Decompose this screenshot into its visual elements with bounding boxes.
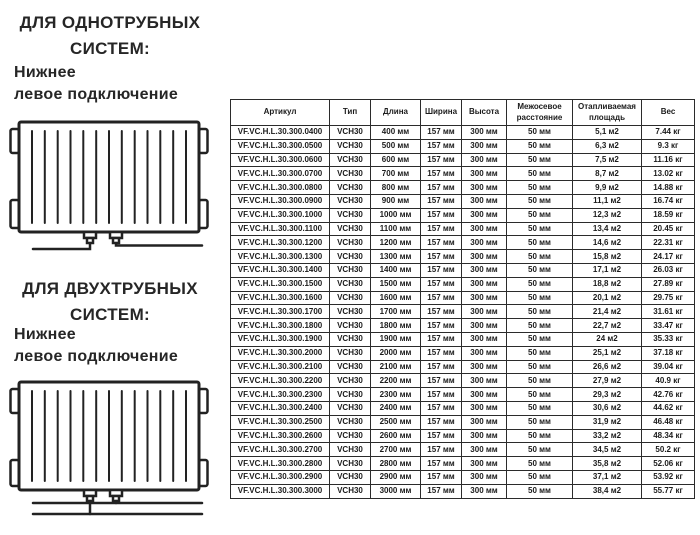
table-cell: 300 мм (462, 470, 507, 484)
table-cell: 157 мм (421, 346, 462, 360)
table-cell: 50 мм (507, 291, 573, 305)
table-cell: 1900 мм (371, 332, 421, 346)
column-header: Высота (462, 100, 507, 126)
table-cell: 33,2 м2 (573, 429, 642, 443)
table-cell: 157 мм (421, 374, 462, 388)
table-cell: VF.VC.H.L.30.300.0800 (231, 181, 330, 195)
table-cell: 50 мм (507, 415, 573, 429)
table-cell: VF.VC.H.L.30.300.1800 (231, 319, 330, 333)
table-cell: 50 мм (507, 374, 573, 388)
table-cell: 157 мм (421, 484, 462, 498)
table-cell: VCH30 (330, 263, 371, 277)
table-cell: 300 мм (462, 236, 507, 250)
table-cell: 22.31 кг (642, 236, 695, 250)
table-cell: VCH30 (330, 388, 371, 402)
table-cell: 500 мм (371, 139, 421, 153)
table-cell: 37.18 кг (642, 346, 695, 360)
table-cell: 50 мм (507, 277, 573, 291)
table-cell: 13,4 м2 (573, 222, 642, 236)
table-row (231, 443, 695, 457)
table-cell: 300 мм (462, 457, 507, 471)
table-cell: 50 мм (507, 208, 573, 222)
table-cell: VCH30 (330, 484, 371, 498)
table-cell: 50.2 кг (642, 443, 695, 457)
table-cell: 300 мм (462, 153, 507, 167)
table-row (231, 401, 695, 415)
table-row (231, 277, 695, 291)
table-cell: 1200 мм (371, 236, 421, 250)
table-cell: 300 мм (462, 332, 507, 346)
table-cell: 15,8 м2 (573, 250, 642, 264)
table-cell: VCH30 (330, 470, 371, 484)
table-cell: 27.89 кг (642, 277, 695, 291)
table-row (231, 429, 695, 443)
table-cell: 35,8 м2 (573, 457, 642, 471)
table-cell: 7,5 м2 (573, 153, 642, 167)
subtitle-line: Нижнее (14, 326, 76, 343)
table-cell: 2100 мм (371, 360, 421, 374)
table-cell: 50 мм (507, 305, 573, 319)
table-cell: VF.VC.H.L.30.300.2200 (231, 374, 330, 388)
table-cell: VF.VC.H.L.30.300.1600 (231, 291, 330, 305)
table-cell: 300 мм (462, 484, 507, 498)
table-cell: VCH30 (330, 153, 371, 167)
table-cell: 31,9 м2 (573, 415, 642, 429)
table-cell: 20.45 кг (642, 222, 695, 236)
table-cell: 52.06 кг (642, 457, 695, 471)
table-row (231, 470, 695, 484)
table-cell: 24 м2 (573, 332, 642, 346)
table-cell: 24.17 кг (642, 250, 695, 264)
table-cell: 157 мм (421, 470, 462, 484)
table-cell: 300 мм (462, 401, 507, 415)
table-cell: 157 мм (421, 429, 462, 443)
connection-subtitle-two-pipe (14, 324, 178, 369)
table-cell: VCH30 (330, 374, 371, 388)
table-cell: 50 мм (507, 250, 573, 264)
table-cell: VCH30 (330, 360, 371, 374)
table-row (231, 388, 695, 402)
table-cell: 157 мм (421, 167, 462, 181)
table-cell: VF.VC.H.L.30.300.2500 (231, 415, 330, 429)
table-cell: 50 мм (507, 443, 573, 457)
table-cell: 1100 мм (371, 222, 421, 236)
table-cell: 21,4 м2 (573, 305, 642, 319)
table-cell: 600 мм (371, 153, 421, 167)
table-cell: 157 мм (421, 319, 462, 333)
table-cell: 50 мм (507, 181, 573, 195)
table-cell: 2300 мм (371, 388, 421, 402)
table-cell: 2500 мм (371, 415, 421, 429)
column-header: Ширина (421, 100, 462, 126)
table-cell: 157 мм (421, 388, 462, 402)
table-cell: 7.44 кг (642, 126, 695, 140)
table-cell: 157 мм (421, 250, 462, 264)
table-cell: 42.76 кг (642, 388, 695, 402)
table-cell: 53.92 кг (642, 470, 695, 484)
table-cell: 9,9 м2 (573, 181, 642, 195)
table-cell: 27,9 м2 (573, 374, 642, 388)
column-header: Артикул (231, 100, 330, 126)
table-cell: 38,4 м2 (573, 484, 642, 498)
table-row (231, 139, 695, 153)
table-cell: VF.VC.H.L.30.300.1700 (231, 305, 330, 319)
table-cell: VCH30 (330, 167, 371, 181)
table-cell: VCH30 (330, 277, 371, 291)
table-cell: 1300 мм (371, 250, 421, 264)
table-cell: VCH30 (330, 443, 371, 457)
table-row (231, 222, 695, 236)
connection-subtitle-single-pipe (14, 62, 178, 107)
table-body (231, 126, 695, 499)
table-cell: VCH30 (330, 305, 371, 319)
table-cell: 17,1 м2 (573, 263, 642, 277)
table-cell: 157 мм (421, 126, 462, 140)
table-cell: VF.VC.H.L.30.300.2600 (231, 429, 330, 443)
table-row (231, 208, 695, 222)
table-cell: 300 мм (462, 139, 507, 153)
table-cell: 1400 мм (371, 263, 421, 277)
table-cell: 50 мм (507, 222, 573, 236)
table-cell: VF.VC.H.L.30.300.3000 (231, 484, 330, 498)
column-header: Тип (330, 100, 371, 126)
table-cell: 50 мм (507, 346, 573, 360)
table-cell: 2800 мм (371, 457, 421, 471)
table-cell: 18.59 кг (642, 208, 695, 222)
table-cell: VCH30 (330, 429, 371, 443)
table-cell: 157 мм (421, 291, 462, 305)
column-header: Межосевое расстояние (507, 100, 573, 126)
table-cell: 55.77 кг (642, 484, 695, 498)
table-cell: VF.VC.H.L.30.300.0400 (231, 126, 330, 140)
table-cell: 50 мм (507, 360, 573, 374)
table-cell: 300 мм (462, 194, 507, 208)
table-cell: 157 мм (421, 401, 462, 415)
table-cell: 1600 мм (371, 291, 421, 305)
table-row (231, 319, 695, 333)
table-cell: 157 мм (421, 360, 462, 374)
table-cell: VF.VC.H.L.30.300.1300 (231, 250, 330, 264)
table-cell: VF.VC.H.L.30.300.2800 (231, 457, 330, 471)
table-cell: 20,1 м2 (573, 291, 642, 305)
table-cell: 37,1 м2 (573, 470, 642, 484)
table-cell: VCH30 (330, 250, 371, 264)
table-row (231, 194, 695, 208)
table-cell: VF.VC.H.L.30.300.0900 (231, 194, 330, 208)
table-cell: 6,3 м2 (573, 139, 642, 153)
table-cell: 300 мм (462, 126, 507, 140)
table-cell: VCH30 (330, 415, 371, 429)
table-row (231, 415, 695, 429)
table-cell: VCH30 (330, 291, 371, 305)
table-row (231, 360, 695, 374)
table-row (231, 346, 695, 360)
table-row (231, 236, 695, 250)
section-title-line: СИСТЕМ: (70, 304, 150, 324)
table-cell: 300 мм (462, 291, 507, 305)
table-cell: VCH30 (330, 181, 371, 195)
table-cell: 50 мм (507, 126, 573, 140)
section-title-line: ДЛЯ ОДНОТРУБНЫХ (19, 13, 201, 32)
table-cell: 300 мм (462, 360, 507, 374)
table-cell: 30,6 м2 (573, 401, 642, 415)
table-cell: 157 мм (421, 236, 462, 250)
table-cell: 14,6 м2 (573, 236, 642, 250)
table-cell: VF.VC.H.L.30.300.2900 (231, 470, 330, 484)
table-cell: 900 мм (371, 194, 421, 208)
table-cell: 50 мм (507, 167, 573, 181)
table-cell: 300 мм (462, 208, 507, 222)
table-cell: 50 мм (507, 470, 573, 484)
table-row (231, 484, 695, 498)
table-cell: 40.9 кг (642, 374, 695, 388)
table-cell: 50 мм (507, 457, 573, 471)
table-cell: VF.VC.H.L.30.300.2100 (231, 360, 330, 374)
table-cell: VCH30 (330, 194, 371, 208)
table-row (231, 167, 695, 181)
table-cell: 2200 мм (371, 374, 421, 388)
table-cell: 25,1 м2 (573, 346, 642, 360)
table-cell: VF.VC.H.L.30.300.1500 (231, 277, 330, 291)
table-cell: 300 мм (462, 263, 507, 277)
section-title-single-pipe (6, 10, 214, 61)
table-cell: VF.VC.H.L.30.300.1000 (231, 208, 330, 222)
table-row (231, 250, 695, 264)
table-cell: 300 мм (462, 181, 507, 195)
table-cell: VCH30 (330, 222, 371, 236)
table-cell: 5,1 м2 (573, 126, 642, 140)
table-cell: 300 мм (462, 388, 507, 402)
radiator-diagram-single-pipe-icon (8, 112, 213, 254)
table-cell: 300 мм (462, 167, 507, 181)
section-title-line: СИСТЕМ: (70, 38, 150, 58)
table-cell: VCH30 (330, 346, 371, 360)
table-cell: 26.03 кг (642, 263, 695, 277)
table-row (231, 457, 695, 471)
table-cell: VF.VC.H.L.30.300.0500 (231, 139, 330, 153)
table-cell: VCH30 (330, 208, 371, 222)
table-cell: 300 мм (462, 346, 507, 360)
table-row (231, 305, 695, 319)
table-cell: 29,3 м2 (573, 388, 642, 402)
table-cell: VCH30 (330, 457, 371, 471)
table-cell: VF.VC.H.L.30.300.1200 (231, 236, 330, 250)
table-cell: 12,3 м2 (573, 208, 642, 222)
table-cell: 300 мм (462, 374, 507, 388)
table-cell: 50 мм (507, 263, 573, 277)
table-cell: 157 мм (421, 443, 462, 457)
table-cell: 157 мм (421, 153, 462, 167)
table-cell: VF.VC.H.L.30.300.1900 (231, 332, 330, 346)
table-cell: 300 мм (462, 415, 507, 429)
table-cell: 9.3 кг (642, 139, 695, 153)
table-cell: 157 мм (421, 208, 462, 222)
column-header: Длина (371, 100, 421, 126)
table-cell: VCH30 (330, 401, 371, 415)
table-cell: 300 мм (462, 443, 507, 457)
table-cell: 50 мм (507, 429, 573, 443)
table-cell: 157 мм (421, 457, 462, 471)
table-cell: 1500 мм (371, 277, 421, 291)
table-cell: 2600 мм (371, 429, 421, 443)
table-row (231, 291, 695, 305)
table-cell: 1700 мм (371, 305, 421, 319)
table-cell: 33.47 кг (642, 319, 695, 333)
table-cell: VCH30 (330, 319, 371, 333)
table-cell: 157 мм (421, 415, 462, 429)
table-cell: 300 мм (462, 319, 507, 333)
table-cell: 2700 мм (371, 443, 421, 457)
table-cell: 50 мм (507, 236, 573, 250)
table-row (231, 126, 695, 140)
table-cell: VCH30 (330, 332, 371, 346)
subtitle-line: левое подключение (14, 86, 179, 104)
table-cell: 157 мм (421, 332, 462, 346)
table-cell: 157 мм (421, 277, 462, 291)
spec-table (230, 99, 695, 499)
table-cell: 29.75 кг (642, 291, 695, 305)
table-row (231, 374, 695, 388)
table-cell: 1800 мм (371, 319, 421, 333)
table-row (231, 263, 695, 277)
table-cell: 3000 мм (371, 484, 421, 498)
table-cell: 50 мм (507, 332, 573, 346)
table-cell: 300 мм (462, 222, 507, 236)
table-cell: 31.61 кг (642, 305, 695, 319)
table-cell: VF.VC.H.L.30.300.0600 (231, 153, 330, 167)
table-cell: 26,6 м2 (573, 360, 642, 374)
table-cell: 157 мм (421, 139, 462, 153)
table-cell: 39.04 кг (642, 360, 695, 374)
table-cell: 50 мм (507, 388, 573, 402)
table-cell: 300 мм (462, 250, 507, 264)
column-header: Вес (642, 100, 695, 126)
table-cell: 34,5 м2 (573, 443, 642, 457)
table-cell: 157 мм (421, 222, 462, 236)
table-cell: 11,1 м2 (573, 194, 642, 208)
table-cell: 50 мм (507, 484, 573, 498)
table-cell: 11.16 кг (642, 153, 695, 167)
table-cell: 50 мм (507, 319, 573, 333)
table-cell: 157 мм (421, 181, 462, 195)
column-header: Отапливаемая площадь (573, 100, 642, 126)
table-row (231, 332, 695, 346)
table-cell: 700 мм (371, 167, 421, 181)
table-cell: 157 мм (421, 305, 462, 319)
table-cell: VF.VC.H.L.30.300.1400 (231, 263, 330, 277)
table-cell: 48.34 кг (642, 429, 695, 443)
table-cell: 50 мм (507, 401, 573, 415)
table-cell: VF.VC.H.L.30.300.1100 (231, 222, 330, 236)
section-title-two-pipe (6, 276, 214, 327)
radiator-diagram-two-pipe-icon (8, 374, 213, 522)
table-row (231, 181, 695, 195)
table-cell: VCH30 (330, 236, 371, 250)
table-cell: 300 мм (462, 277, 507, 291)
table-cell: 2900 мм (371, 470, 421, 484)
table-cell: 300 мм (462, 305, 507, 319)
table-cell: 18,8 м2 (573, 277, 642, 291)
table-cell: 46.48 кг (642, 415, 695, 429)
table-cell: 1000 мм (371, 208, 421, 222)
table-cell: VCH30 (330, 139, 371, 153)
table-cell: 44.62 кг (642, 401, 695, 415)
table-header-row (231, 100, 695, 126)
table-cell: 50 мм (507, 139, 573, 153)
table-cell: 157 мм (421, 194, 462, 208)
table-cell: 300 мм (462, 429, 507, 443)
section-title-line: ДЛЯ ДВУХТРУБНЫХ (22, 279, 198, 298)
table-cell: 8,7 м2 (573, 167, 642, 181)
table-header (231, 100, 695, 126)
table-cell: 14.88 кг (642, 181, 695, 195)
table-cell: 35.33 кг (642, 332, 695, 346)
table-cell: VF.VC.H.L.30.300.2300 (231, 388, 330, 402)
table-cell: 2400 мм (371, 401, 421, 415)
table-cell: 50 мм (507, 194, 573, 208)
table-cell: 16.74 кг (642, 194, 695, 208)
table-row (231, 153, 695, 167)
table-cell: VF.VC.H.L.30.300.0700 (231, 167, 330, 181)
table-cell: 50 мм (507, 153, 573, 167)
subtitle-line: Нижнее (14, 64, 76, 81)
table-cell: VCH30 (330, 126, 371, 140)
table-cell: VF.VC.H.L.30.300.2400 (231, 401, 330, 415)
table-cell: VF.VC.H.L.30.300.2000 (231, 346, 330, 360)
table-cell: 13.02 кг (642, 167, 695, 181)
table-cell: 800 мм (371, 181, 421, 195)
table-cell: 22,7 м2 (573, 319, 642, 333)
table-cell: 157 мм (421, 263, 462, 277)
table-cell: VF.VC.H.L.30.300.2700 (231, 443, 330, 457)
table-cell: 2000 мм (371, 346, 421, 360)
table-cell: 400 мм (371, 126, 421, 140)
subtitle-line: левое подключение (14, 348, 179, 366)
